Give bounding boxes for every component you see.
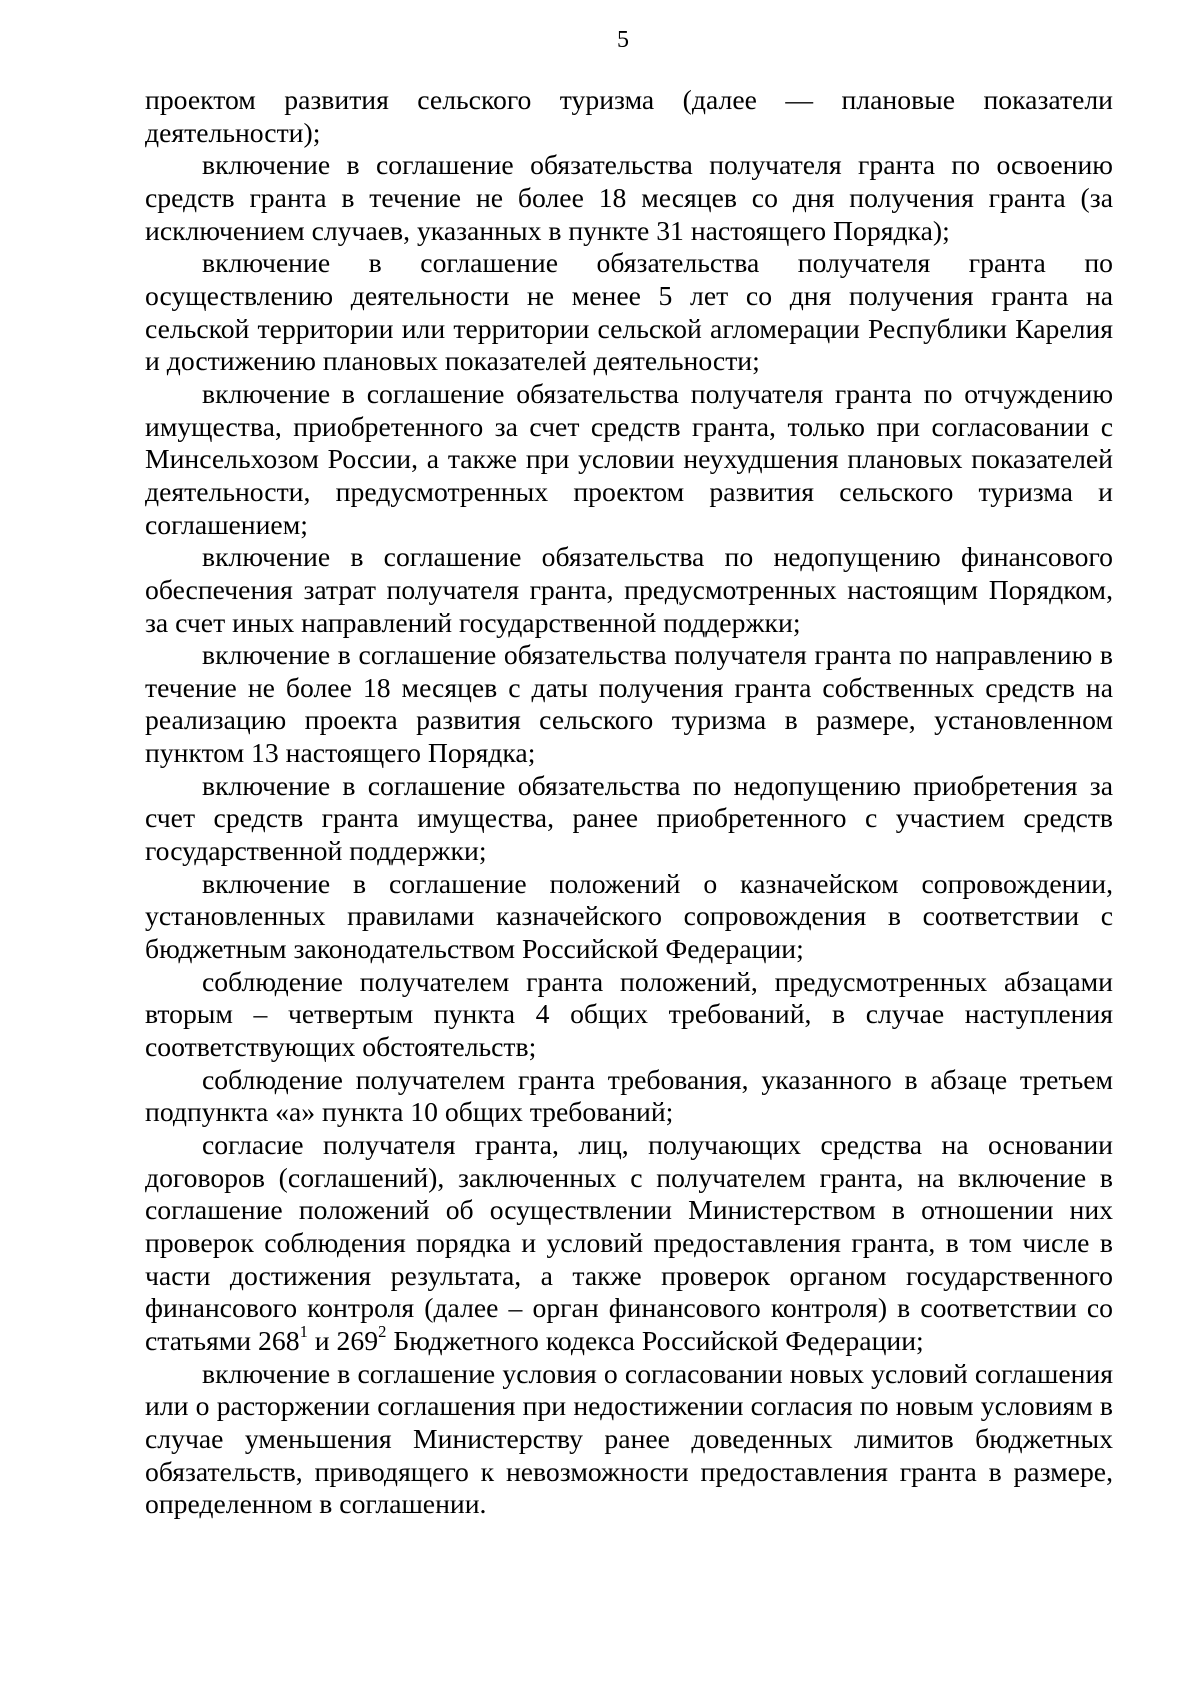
paragraph-12: включение в соглашение условия о согласовании новых условий соглашения или о расторжении соглашения при недостижении согласия по новым условиям в случае уменьшения Министерству ранее доведенных лимитов бюджетных обязательств, приводящего к невозможности предоставления гранта в размере, определенном в соглашении.: [145, 1357, 1113, 1520]
document-body: [145, 84, 1113, 1521]
paragraph-1: проектом развития сельского туризма (далее — плановые показатели деятельности);: [145, 84, 1113, 148]
paragraph-5: включение в соглашение обязательства по недопущению финансового обеспечения затрат получателя гранта, предусмотренных настоящим Порядком, за счет иных направлений государственной поддержки;: [145, 541, 1113, 638]
paragraph-11-text-after: Бюджетного кодекса Российской Федерации;: [386, 1324, 924, 1356]
page-number: 5: [617, 27, 629, 53]
paragraph-6: включение в соглашение обязательства получателя гранта по направлению в течение не более 18 месяцев с даты получения гранта собственных средств на реализацию проекта развития сельского туризма в размере, установленном пунктом 13 настоящего Порядка;: [145, 639, 1113, 769]
paragraph-11-text-before: согласие получателя гранта, лиц, получающих средства на основании договоров (соглашений), заключенных с получателем гранта, на включение в соглашение положений об осуществлении Министерством в отношении них проверок соблюдения порядка и условий предоставления гранта, в том числе в части достижения результата, а также проверок органом государственного финансового контроля (далее – орган финансового контроля) в соответствии со статьями 268: [145, 1129, 1113, 1356]
paragraph-4: включение в соглашение обязательства получателя гранта по отчуждению имущества, приобретенного за счет средств гранта, только при согласовании с Минсельхозом России, а также при условии неухудшения плановых показателей деятельности, предусмотренных проектом развития сельского туризма и соглашением;: [145, 377, 1113, 540]
paragraph-8: включение в соглашение положений о казначейском сопровождении, установленных правилами казначейского сопровождения в соответствии с бюджетным законодательством Российской Федерации;: [145, 867, 1113, 965]
paragraph-7: включение в соглашение обязательства по недопущению приобретения за счет средств гранта имущества, ранее приобретенного с участием средств государственной поддержки;: [145, 769, 1113, 867]
paragraph-10: соблюдение получателем гранта требования, указанного в абзаце третьем подпункта «а» пункта 10 общих требований;: [145, 1063, 1113, 1128]
article-superscript-2: 2: [378, 1322, 387, 1342]
paragraph-11-text-middle: и 269: [307, 1324, 379, 1356]
paragraph-3: включение в соглашение обязательства получателя гранта по осуществлению деятельности не менее 5 лет со дня получения гранта на сельской территории или территории сельской агломерации Республики Карелия и достижению плановых показателей деятельности;: [145, 247, 1113, 377]
paragraph-2: включение в соглашение обязательства получателя гранта по освоению средств гранта в течение не более 18 месяцев со дня получения гранта (за исключением случаев, указанных в пункте 31 настоящего Порядка);: [145, 149, 1113, 246]
article-superscript-1: 1: [299, 1322, 308, 1342]
paragraph-11: [145, 1129, 1113, 1358]
paragraph-9: соблюдение получателем гранта положений, предусмотренных абзацами вторым – четвертым пункта 4 общих требований, в случае наступления соответствующих обстоятельств;: [145, 965, 1113, 1063]
